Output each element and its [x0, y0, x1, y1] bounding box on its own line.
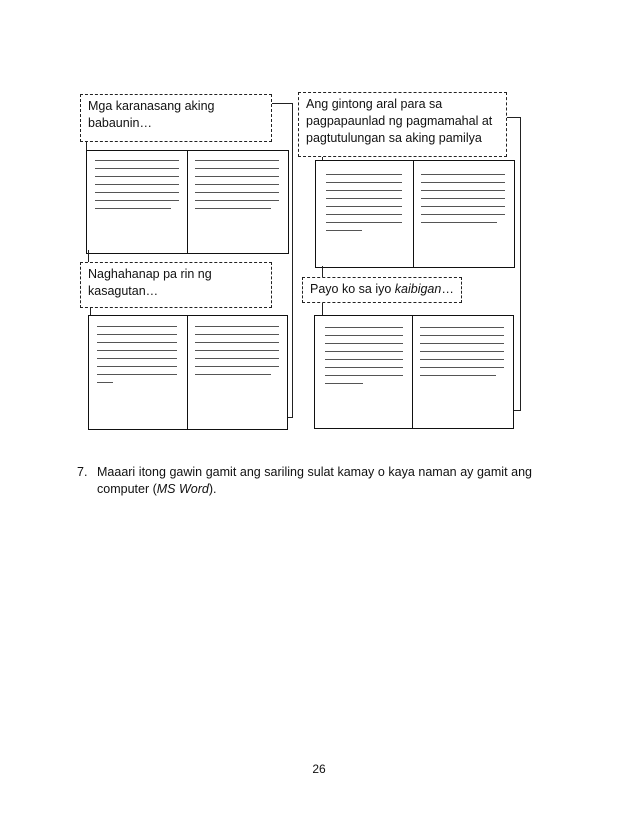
label-top-left-line1: Mga karanasang aking: [88, 99, 215, 113]
label-bottom-right-suffix: …: [441, 282, 454, 296]
label-top-right: [298, 92, 507, 157]
label-bottom-right-prefix: Payo ko sa iyo: [310, 282, 395, 296]
label-top-left-line2: babaunin…: [88, 116, 152, 130]
label-top-right-line2: pagpapaunlad ng pagmamahal at: [306, 114, 493, 128]
instruction-text-after: ).: [208, 482, 217, 496]
label-top-right-line1: Ang gintong aral para sa: [306, 97, 443, 111]
instruction-text-before: Maaari itong gawin gamit ang sariling sulat kamay o kaya naman ay gamit ang computer (: [97, 465, 532, 496]
label-top-left: [80, 94, 272, 142]
label-bottom-left-line1: Naghahanap pa rin ng: [88, 267, 212, 281]
book-bottom-right: [314, 315, 514, 429]
book-top-left: [86, 150, 289, 254]
label-top-right-line3: pagtutulungan sa aking pamilya: [306, 131, 482, 145]
instruction-text-italic: MS Word: [156, 482, 209, 496]
page-number: 26: [312, 762, 326, 776]
label-bottom-right-italic: kaibigan: [394, 282, 442, 296]
label-bottom-right: [302, 277, 462, 303]
book-top-right: [315, 160, 515, 268]
label-bottom-left-line2: kasagutan…: [88, 284, 159, 298]
connector-bottom-right-lower: [322, 302, 323, 316]
instruction-text: [97, 464, 532, 498]
label-bottom-left: [80, 262, 272, 308]
instruction-number: 7.: [77, 465, 88, 479]
book-bottom-left: [88, 315, 288, 430]
